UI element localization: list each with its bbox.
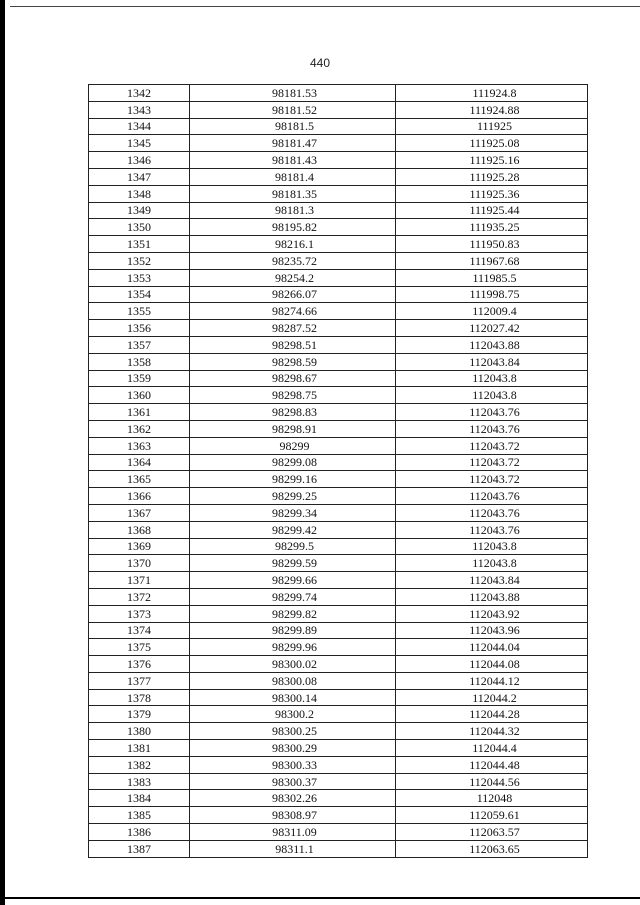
y-coordinate-cell: 112043.96 [396, 622, 588, 639]
point-number-cell: 1343 [89, 101, 190, 118]
table-row [89, 790, 588, 807]
table-row [89, 353, 588, 370]
table-row [89, 488, 588, 505]
x-coordinate-cell: 98181.43 [190, 152, 396, 169]
y-coordinate-cell: 112059.61 [396, 807, 588, 824]
x-coordinate-cell: 98287.52 [190, 320, 396, 337]
y-coordinate-cell: 112044.2 [396, 689, 588, 706]
point-number-cell: 1373 [89, 605, 190, 622]
x-coordinate-cell: 98298.59 [190, 353, 396, 370]
x-coordinate-cell: 98300.29 [190, 740, 396, 757]
point-number-cell: 1351 [89, 236, 190, 253]
y-coordinate-cell: 112048 [396, 790, 588, 807]
point-number-cell: 1385 [89, 807, 190, 824]
table-row [89, 320, 588, 337]
top-rule [10, 6, 640, 7]
x-coordinate-cell: 98298.67 [190, 370, 396, 387]
point-number-cell: 1356 [89, 320, 190, 337]
table-row [89, 840, 588, 857]
y-coordinate-cell: 112043.88 [396, 336, 588, 353]
x-coordinate-cell: 98308.97 [190, 807, 396, 824]
x-coordinate-cell: 98274.66 [190, 303, 396, 320]
y-coordinate-cell: 112044.28 [396, 706, 588, 723]
y-coordinate-cell: 112043.76 [396, 488, 588, 505]
table-row [89, 572, 588, 589]
y-coordinate-cell: 111998.75 [396, 286, 588, 303]
y-coordinate-cell: 112044.56 [396, 773, 588, 790]
x-coordinate-cell: 98299 [190, 437, 396, 454]
x-coordinate-cell: 98254.2 [190, 269, 396, 286]
table-row [89, 118, 588, 135]
point-number-cell: 1380 [89, 723, 190, 740]
y-coordinate-cell: 112044.08 [396, 656, 588, 673]
scan-left-edge [0, 0, 5, 905]
x-coordinate-cell: 98300.08 [190, 672, 396, 689]
table-row [89, 85, 588, 102]
y-coordinate-cell: 111925.28 [396, 168, 588, 185]
y-coordinate-cell: 111925.44 [396, 202, 588, 219]
point-number-cell: 1348 [89, 185, 190, 202]
point-number-cell: 1376 [89, 656, 190, 673]
point-number-cell: 1384 [89, 790, 190, 807]
y-coordinate-cell: 112044.48 [396, 756, 588, 773]
point-number-cell: 1381 [89, 740, 190, 757]
x-coordinate-cell: 98299.16 [190, 471, 396, 488]
y-coordinate-cell: 112043.72 [396, 454, 588, 471]
y-coordinate-cell: 112044.4 [396, 740, 588, 757]
table-row [89, 605, 588, 622]
x-coordinate-cell: 98300.37 [190, 773, 396, 790]
y-coordinate-cell: 112043.92 [396, 605, 588, 622]
x-coordinate-cell: 98181.47 [190, 135, 396, 152]
table-row [89, 135, 588, 152]
y-coordinate-cell: 112063.65 [396, 840, 588, 857]
y-coordinate-cell: 112044.12 [396, 672, 588, 689]
x-coordinate-cell: 98300.2 [190, 706, 396, 723]
y-coordinate-cell: 112043.8 [396, 387, 588, 404]
table-row [89, 639, 588, 656]
point-number-cell: 1347 [89, 168, 190, 185]
x-coordinate-cell: 98181.35 [190, 185, 396, 202]
x-coordinate-cell: 98181.52 [190, 101, 396, 118]
x-coordinate-cell: 98299.42 [190, 521, 396, 538]
table-row [89, 185, 588, 202]
point-number-cell: 1374 [89, 622, 190, 639]
point-number-cell: 1363 [89, 437, 190, 454]
table-row [89, 101, 588, 118]
y-coordinate-cell: 112043.76 [396, 521, 588, 538]
point-number-cell: 1360 [89, 387, 190, 404]
point-number-cell: 1359 [89, 370, 190, 387]
x-coordinate-cell: 98235.72 [190, 252, 396, 269]
table-row [89, 437, 588, 454]
x-coordinate-cell: 98300.33 [190, 756, 396, 773]
point-number-cell: 1342 [89, 85, 190, 102]
x-coordinate-cell: 98299.08 [190, 454, 396, 471]
point-number-cell: 1368 [89, 521, 190, 538]
y-coordinate-cell: 112043.72 [396, 471, 588, 488]
y-coordinate-cell: 112043.88 [396, 588, 588, 605]
x-coordinate-cell: 98298.51 [190, 336, 396, 353]
x-coordinate-cell: 98299.25 [190, 488, 396, 505]
point-number-cell: 1358 [89, 353, 190, 370]
table-row [89, 756, 588, 773]
y-coordinate-cell: 111925 [396, 118, 588, 135]
table-row [89, 723, 588, 740]
table-row [89, 202, 588, 219]
x-coordinate-cell: 98299.59 [190, 555, 396, 572]
point-number-cell: 1387 [89, 840, 190, 857]
point-number-cell: 1350 [89, 219, 190, 236]
point-number-cell: 1361 [89, 404, 190, 421]
table-row [89, 387, 588, 404]
y-coordinate-cell: 112063.57 [396, 824, 588, 841]
point-number-cell: 1375 [89, 639, 190, 656]
x-coordinate-cell: 98181.5 [190, 118, 396, 135]
y-coordinate-cell: 112043.76 [396, 404, 588, 421]
table-row [89, 672, 588, 689]
x-coordinate-cell: 98181.4 [190, 168, 396, 185]
x-coordinate-cell: 98299.96 [190, 639, 396, 656]
coordinates-table [88, 84, 588, 858]
table-row [89, 689, 588, 706]
table-row [89, 152, 588, 169]
x-coordinate-cell: 98298.75 [190, 387, 396, 404]
y-coordinate-cell: 112027.42 [396, 320, 588, 337]
table-row [89, 471, 588, 488]
table-row [89, 336, 588, 353]
y-coordinate-cell: 111925.36 [396, 185, 588, 202]
y-coordinate-cell: 111925.16 [396, 152, 588, 169]
y-coordinate-cell: 111924.88 [396, 101, 588, 118]
x-coordinate-cell: 98299.66 [190, 572, 396, 589]
table-row [89, 740, 588, 757]
table-row [89, 420, 588, 437]
x-coordinate-cell: 98181.3 [190, 202, 396, 219]
table-row [89, 656, 588, 673]
x-coordinate-cell: 98299.82 [190, 605, 396, 622]
point-number-cell: 1370 [89, 555, 190, 572]
y-coordinate-cell: 111967.68 [396, 252, 588, 269]
table-row [89, 303, 588, 320]
table-row [89, 824, 588, 841]
x-coordinate-cell: 98299.89 [190, 622, 396, 639]
y-coordinate-cell: 112043.8 [396, 538, 588, 555]
table-row [89, 807, 588, 824]
y-coordinate-cell: 111985.5 [396, 269, 588, 286]
table-row [89, 269, 588, 286]
table-row [89, 454, 588, 471]
x-coordinate-cell: 98300.14 [190, 689, 396, 706]
point-number-cell: 1369 [89, 538, 190, 555]
table-row [89, 588, 588, 605]
y-coordinate-cell: 112043.84 [396, 353, 588, 370]
y-coordinate-cell: 112043.72 [396, 437, 588, 454]
y-coordinate-cell: 112043.76 [396, 420, 588, 437]
x-coordinate-cell: 98299.34 [190, 504, 396, 521]
point-number-cell: 1345 [89, 135, 190, 152]
table-row [89, 622, 588, 639]
table-row [89, 252, 588, 269]
table-row [89, 168, 588, 185]
point-number-cell: 1353 [89, 269, 190, 286]
point-number-cell: 1346 [89, 152, 190, 169]
bottom-rule [0, 897, 640, 899]
x-coordinate-cell: 98300.02 [190, 656, 396, 673]
y-coordinate-cell: 111935.25 [396, 219, 588, 236]
y-coordinate-cell: 112043.76 [396, 504, 588, 521]
point-number-cell: 1344 [89, 118, 190, 135]
x-coordinate-cell: 98300.25 [190, 723, 396, 740]
table-row [89, 286, 588, 303]
x-coordinate-cell: 98298.83 [190, 404, 396, 421]
table-row [89, 404, 588, 421]
x-coordinate-cell: 98195.82 [190, 219, 396, 236]
table-row [89, 504, 588, 521]
x-coordinate-cell: 98299.5 [190, 538, 396, 555]
point-number-cell: 1357 [89, 336, 190, 353]
point-number-cell: 1365 [89, 471, 190, 488]
table-row [89, 236, 588, 253]
point-number-cell: 1377 [89, 672, 190, 689]
y-coordinate-cell: 111924.8 [396, 85, 588, 102]
y-coordinate-cell: 112043.84 [396, 572, 588, 589]
coordinates-table-body [89, 85, 588, 858]
table-row [89, 773, 588, 790]
point-number-cell: 1352 [89, 252, 190, 269]
point-number-cell: 1382 [89, 756, 190, 773]
x-coordinate-cell: 98216.1 [190, 236, 396, 253]
point-number-cell: 1364 [89, 454, 190, 471]
point-number-cell: 1355 [89, 303, 190, 320]
table-row [89, 521, 588, 538]
y-coordinate-cell: 112044.04 [396, 639, 588, 656]
table-row [89, 219, 588, 236]
point-number-cell: 1367 [89, 504, 190, 521]
point-number-cell: 1349 [89, 202, 190, 219]
x-coordinate-cell: 98299.74 [190, 588, 396, 605]
x-coordinate-cell: 98311.1 [190, 840, 396, 857]
point-number-cell: 1362 [89, 420, 190, 437]
page-number: 440 [309, 56, 331, 70]
x-coordinate-cell: 98298.91 [190, 420, 396, 437]
y-coordinate-cell: 112044.32 [396, 723, 588, 740]
point-number-cell: 1371 [89, 572, 190, 589]
point-number-cell: 1378 [89, 689, 190, 706]
point-number-cell: 1383 [89, 773, 190, 790]
table-row [89, 538, 588, 555]
y-coordinate-cell: 111925.08 [396, 135, 588, 152]
point-number-cell: 1386 [89, 824, 190, 841]
y-coordinate-cell: 111950.83 [396, 236, 588, 253]
x-coordinate-cell: 98302.26 [190, 790, 396, 807]
point-number-cell: 1354 [89, 286, 190, 303]
y-coordinate-cell: 112009.4 [396, 303, 588, 320]
table-row [89, 370, 588, 387]
y-coordinate-cell: 112043.8 [396, 555, 588, 572]
table-row [89, 706, 588, 723]
x-coordinate-cell: 98311.09 [190, 824, 396, 841]
point-number-cell: 1372 [89, 588, 190, 605]
point-number-cell: 1366 [89, 488, 190, 505]
table-row [89, 555, 588, 572]
x-coordinate-cell: 98181.53 [190, 85, 396, 102]
x-coordinate-cell: 98266.07 [190, 286, 396, 303]
point-number-cell: 1379 [89, 706, 190, 723]
y-coordinate-cell: 112043.8 [396, 370, 588, 387]
